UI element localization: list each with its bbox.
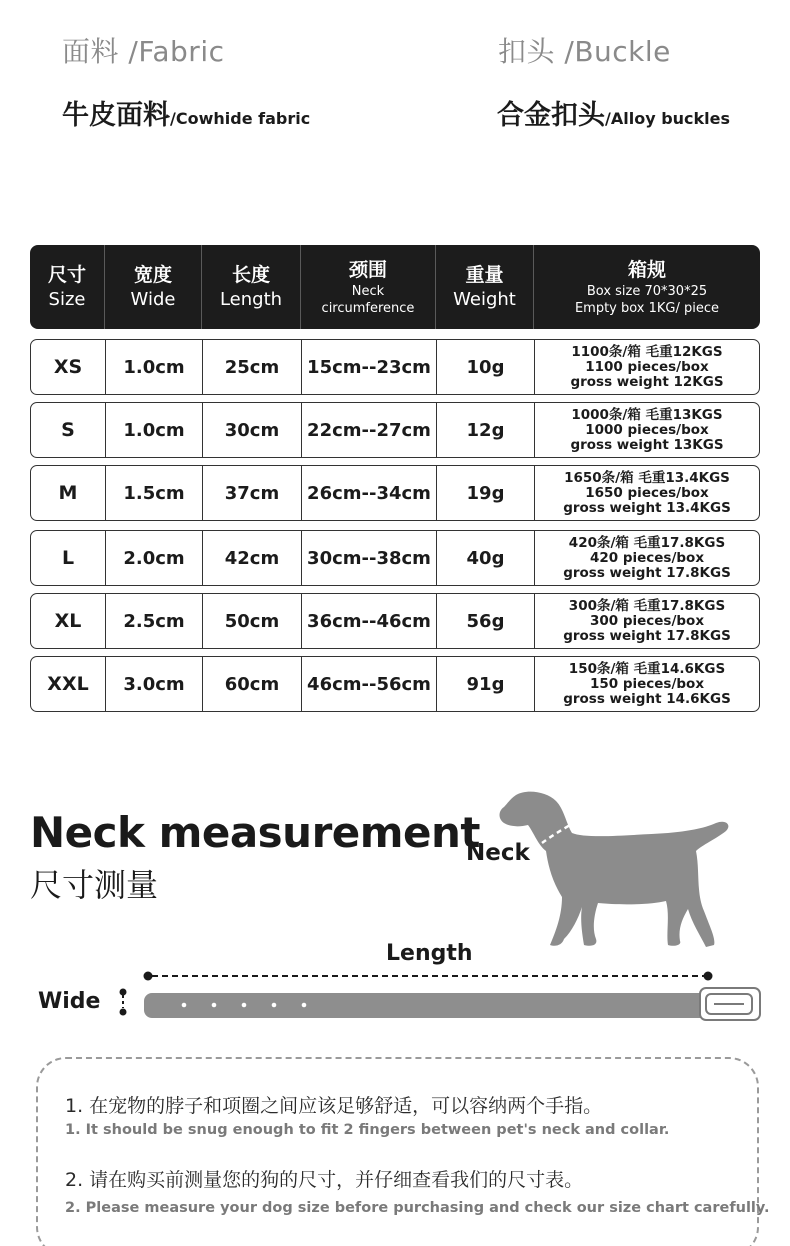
cell-box-line1: 300条/箱 毛重17.8KGS [568,597,726,614]
notes-box [36,1057,759,1246]
cell-wide: 2.0cm [106,531,203,585]
note-2-en: 2. Please measure your dog size before purchasing and check our size chart carefully. [65,1200,770,1216]
cell-neck: 22cm--27cm [302,403,437,457]
header-size-cn: 尺寸 [47,264,86,286]
header-length-en: Length [219,289,283,310]
neck-label: Neck [466,840,530,866]
cell-box [535,466,759,520]
cell-size: XL [31,594,106,648]
cell-box-line1: 1000条/箱 毛重13KGS [571,406,723,423]
cell-wide: 2.5cm [106,594,203,648]
cell-box [535,657,759,711]
cell-wide: 3.0cm [106,657,203,711]
cell-box [535,531,759,585]
cell-box-line1: 1100条/箱 毛重12KGS [571,343,723,360]
header-neck-en2: circumference [321,301,415,316]
header-wide-cn: 宽度 [133,264,172,286]
cell-weight: 10g [437,340,535,394]
measurement-title: Neck measurement [30,808,481,857]
note-1-en: 1. It should be snug enough to fit 2 fingers between pet's neck and collar. [65,1122,670,1138]
table-row [30,465,760,521]
measurement-subtitle: 尺寸测量 [30,866,159,904]
cell-length: 42cm [203,531,302,585]
table-row [30,530,760,586]
cell-weight: 56g [437,594,535,648]
cell-box-line3: gross weight 17.8KGS [563,627,731,644]
cell-wide: 1.5cm [106,466,203,520]
cell-box-line3: gross weight 14.6KGS [563,690,731,707]
header-neck-cn: 颈围 [348,259,387,281]
buckle-value-en: /Alloy buckles [605,109,731,128]
cell-box-line2: 150 pieces/box [589,675,705,692]
fabric-value-cn: 牛皮面料 [62,100,170,131]
header-neck [301,245,436,329]
cell-length: 50cm [203,594,302,648]
cell-wide: 1.0cm [106,403,203,457]
header-neck-en1: Neck [351,284,385,299]
buckle-value [497,93,730,132]
cell-size: S [31,403,106,457]
header-weight-cn: 重量 [465,264,504,286]
cell-box-line1: 420条/箱 毛重17.8KGS [568,534,726,551]
header-weight [436,245,534,329]
header-box-en1: Box size 70*30*25 [586,284,708,299]
length-label: Length [386,941,473,966]
cell-box [535,340,759,394]
cell-box-line2: 1650 pieces/box [585,484,709,501]
cell-length: 30cm [203,403,302,457]
cell-box-line2: 300 pieces/box [589,612,705,629]
cell-box [535,594,759,648]
header-box-cn: 箱规 [627,259,666,281]
header-wide-en: Wide [130,289,176,310]
cell-wide: 1.0cm [106,340,203,394]
table-row [30,339,760,395]
cell-neck: 26cm--34cm [302,466,437,520]
buckle-value-cn: 合金扣头 [497,100,605,131]
cell-size: XS [31,340,106,394]
cell-neck: 46cm--56cm [302,657,437,711]
header-box-en2: Empty box 1KG/ piece [574,301,720,316]
cell-length: 60cm [203,657,302,711]
cell-weight: 19g [437,466,535,520]
note-2-cn: 2. 请在购买前测量您的狗的尺寸，并仔细查看我们的尺寸表。 [65,1169,584,1191]
table-row [30,593,760,649]
collar-diagram [110,960,770,1030]
cell-box-line3: gross weight 13.4KGS [563,499,731,516]
cell-neck: 15cm--23cm [302,340,437,394]
cell-box-line2: 1000 pieces/box [585,421,709,438]
size-table-header [30,245,760,329]
cell-weight: 40g [437,531,535,585]
table-row [30,656,760,712]
cell-length: 25cm [203,340,302,394]
fabric-heading: 面料 /Fabric [62,35,225,68]
header-length-cn: 长度 [231,264,270,286]
dog-silhouette-icon [490,785,735,955]
fabric-value-en: /Cowhide fabric [170,109,311,128]
header-size-en: Size [48,289,86,310]
header-length [202,245,301,329]
cell-neck: 30cm--38cm [302,531,437,585]
header-size [30,245,105,329]
header-weight-en: Weight [453,289,516,310]
cell-length: 37cm [203,466,302,520]
buckle-heading: 扣头 /Buckle [498,35,671,68]
cell-box-line1: 150条/箱 毛重14.6KGS [568,660,726,677]
cell-box-line3: gross weight 12KGS [570,373,724,390]
fabric-value [62,93,310,132]
cell-neck: 36cm--46cm [302,594,437,648]
note-1-cn: 1. 在宠物的脖子和项圈之间应该足够舒适，可以容纳两个手指。 [65,1095,603,1117]
cell-box-line3: gross weight 13KGS [570,436,724,453]
cell-size: M [31,466,106,520]
cell-box-line2: 1100 pieces/box [585,358,709,375]
cell-box-line1: 1650条/箱 毛重13.4KGS [564,469,730,486]
cell-size: L [31,531,106,585]
cell-box-line2: 420 pieces/box [589,549,705,566]
cell-box-line3: gross weight 17.8KGS [563,564,731,581]
header-wide [105,245,202,329]
cell-size: XXL [31,657,106,711]
cell-weight: 12g [437,403,535,457]
cell-box [535,403,759,457]
table-row [30,402,760,458]
wide-label: Wide [38,989,101,1014]
header-box [534,245,760,329]
cell-weight: 91g [437,657,535,711]
